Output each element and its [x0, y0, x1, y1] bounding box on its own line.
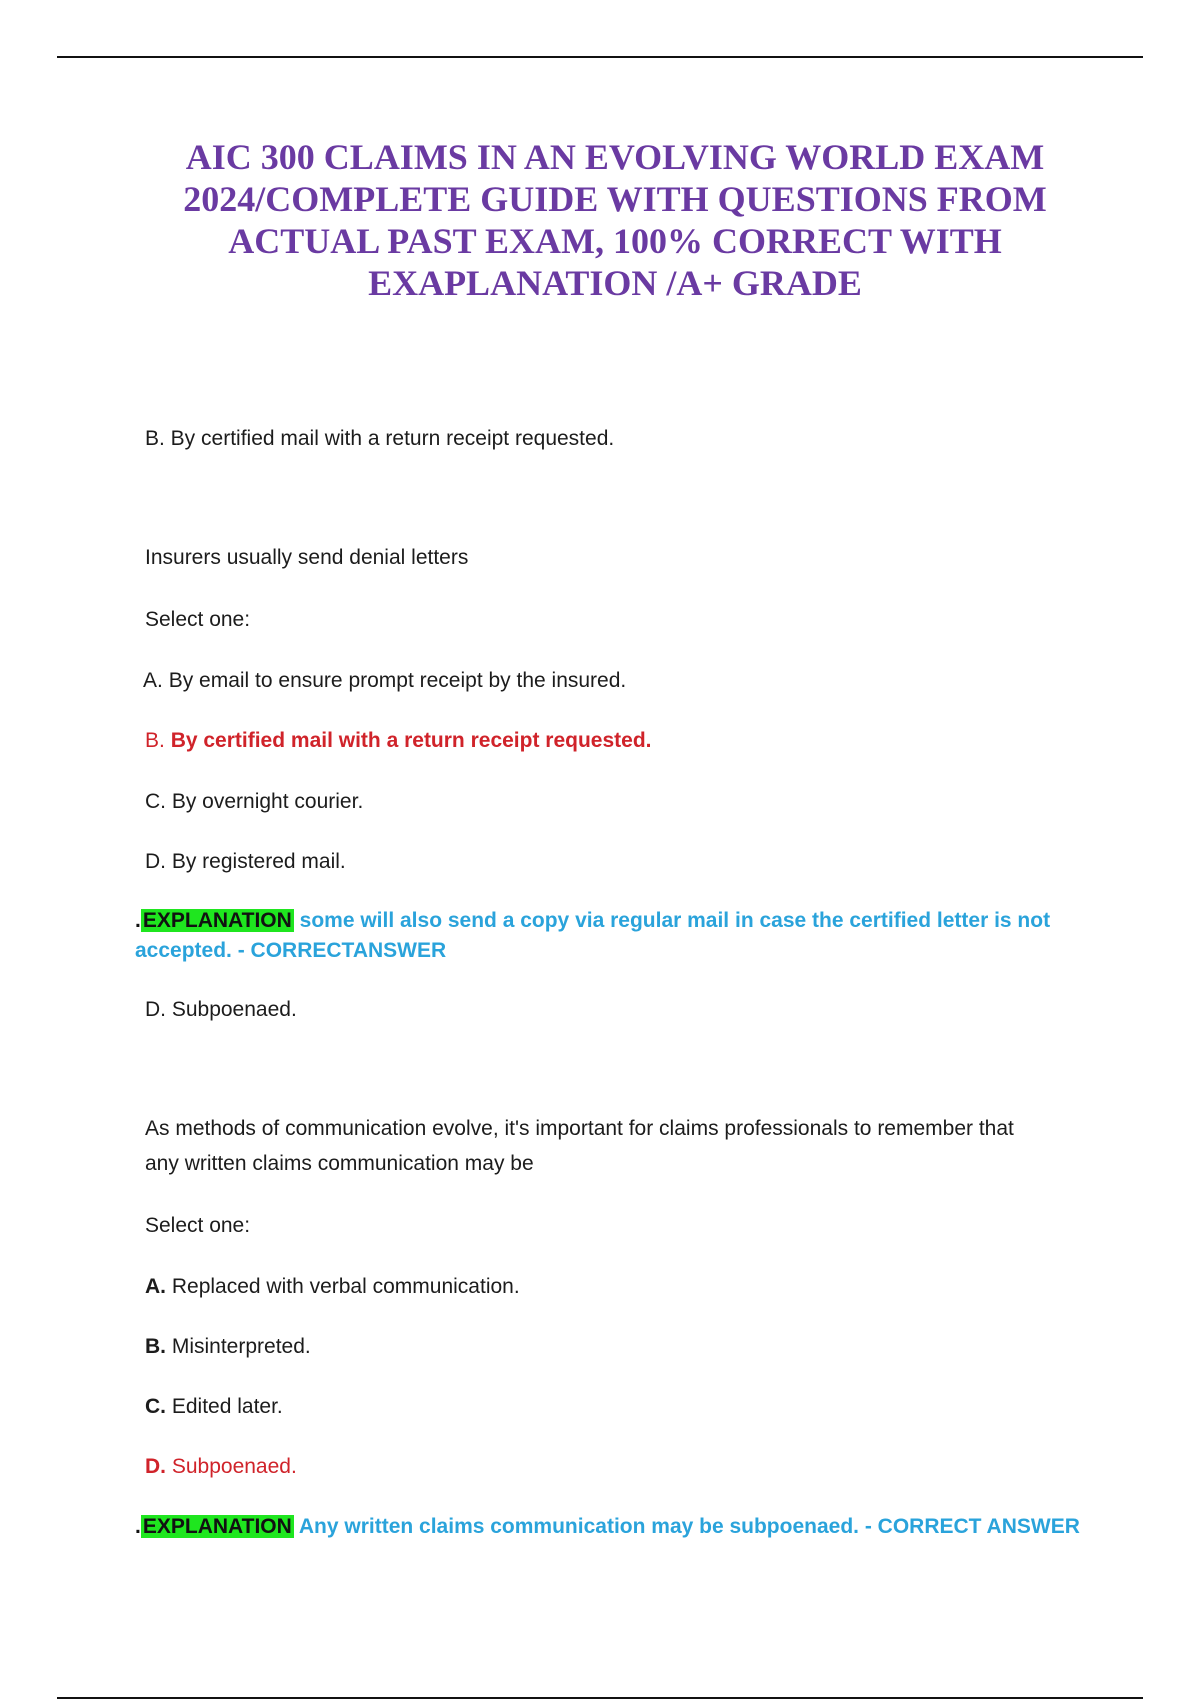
title-line-1: AIC 300 CLAIMS IN AN EVOLVING WORLD EXAM — [185, 137, 1045, 177]
q2-option-b — [145, 1332, 311, 1362]
top-rule — [57, 56, 1143, 58]
explanation-highlight-tag: EXPLANATION — [142, 1515, 292, 1538]
q2-option-a — [145, 1272, 520, 1302]
option-text: By email to ensure prompt receipt by the insured. — [168, 669, 627, 692]
title-line-4: EXAPLANATION /A+ GRADE — [368, 263, 862, 303]
explanation-prefix: . — [135, 1515, 141, 1538]
question-1-select-one: Select one: — [145, 608, 251, 631]
q2-explanation — [135, 1512, 1080, 1542]
option-letter: B. — [145, 729, 165, 752]
previous-answer: B. By certified mail with a return receipt requested. — [145, 427, 615, 450]
explanation-prefix: . — [135, 909, 141, 932]
option-text: By registered mail. — [171, 850, 346, 873]
q1-option-b-correct — [145, 726, 652, 756]
q1-option-c — [145, 787, 363, 817]
question-1-text: Insurers usually send denial letters — [145, 546, 469, 569]
q1-option-d — [145, 847, 346, 877]
explanation-text: Any written claims communication may be subpoenaed. - CORRECT ANSWER — [298, 1515, 1080, 1538]
option-letter: C. — [145, 790, 166, 813]
q1-option-a — [143, 666, 626, 696]
option-letter: B. — [145, 1335, 166, 1358]
q1-answer: D. Subpoenaed. — [145, 998, 297, 1021]
explanation-highlight-tag: EXPLANATION — [142, 909, 292, 932]
option-text: Replaced with verbal communication. — [171, 1275, 520, 1298]
question-2-select-one: Select one: — [145, 1214, 251, 1237]
question-2-text-line-1: As methods of communication evolve, it's important for claims professionals to remember that — [145, 1117, 1014, 1140]
bottom-rule — [57, 1697, 1143, 1699]
option-text: Edited later. — [171, 1395, 283, 1418]
option-text: By certified mail with a return receipt requested. — [170, 729, 652, 752]
option-text: Misinterpreted. — [171, 1335, 311, 1358]
q2-option-d-correct — [145, 1452, 297, 1482]
option-letter: C. — [145, 1395, 166, 1418]
option-letter: A. — [145, 1275, 166, 1298]
title-line-2: 2024/COMPLETE GUIDE WITH QUESTIONS FROM — [183, 179, 1047, 219]
option-letter: D. — [145, 1455, 166, 1478]
option-letter: D. — [145, 850, 166, 873]
explanation-line-1: some will also send a copy via regular mail in case the certified letter is not — [299, 909, 1051, 932]
option-text: By overnight courier. — [171, 790, 364, 813]
q2-option-c — [145, 1392, 283, 1422]
explanation-line-2: accepted. - CORRECTANSWER — [135, 939, 447, 962]
option-text: Subpoenaed. — [171, 1455, 297, 1478]
document-title — [120, 136, 1110, 304]
q1-explanation — [135, 906, 1095, 966]
title-line-3: ACTUAL PAST EXAM, 100% CORRECT WITH — [228, 221, 1002, 261]
question-2-text-line-2: any written claims communication may be — [145, 1152, 534, 1175]
option-letter: A. — [143, 669, 163, 692]
